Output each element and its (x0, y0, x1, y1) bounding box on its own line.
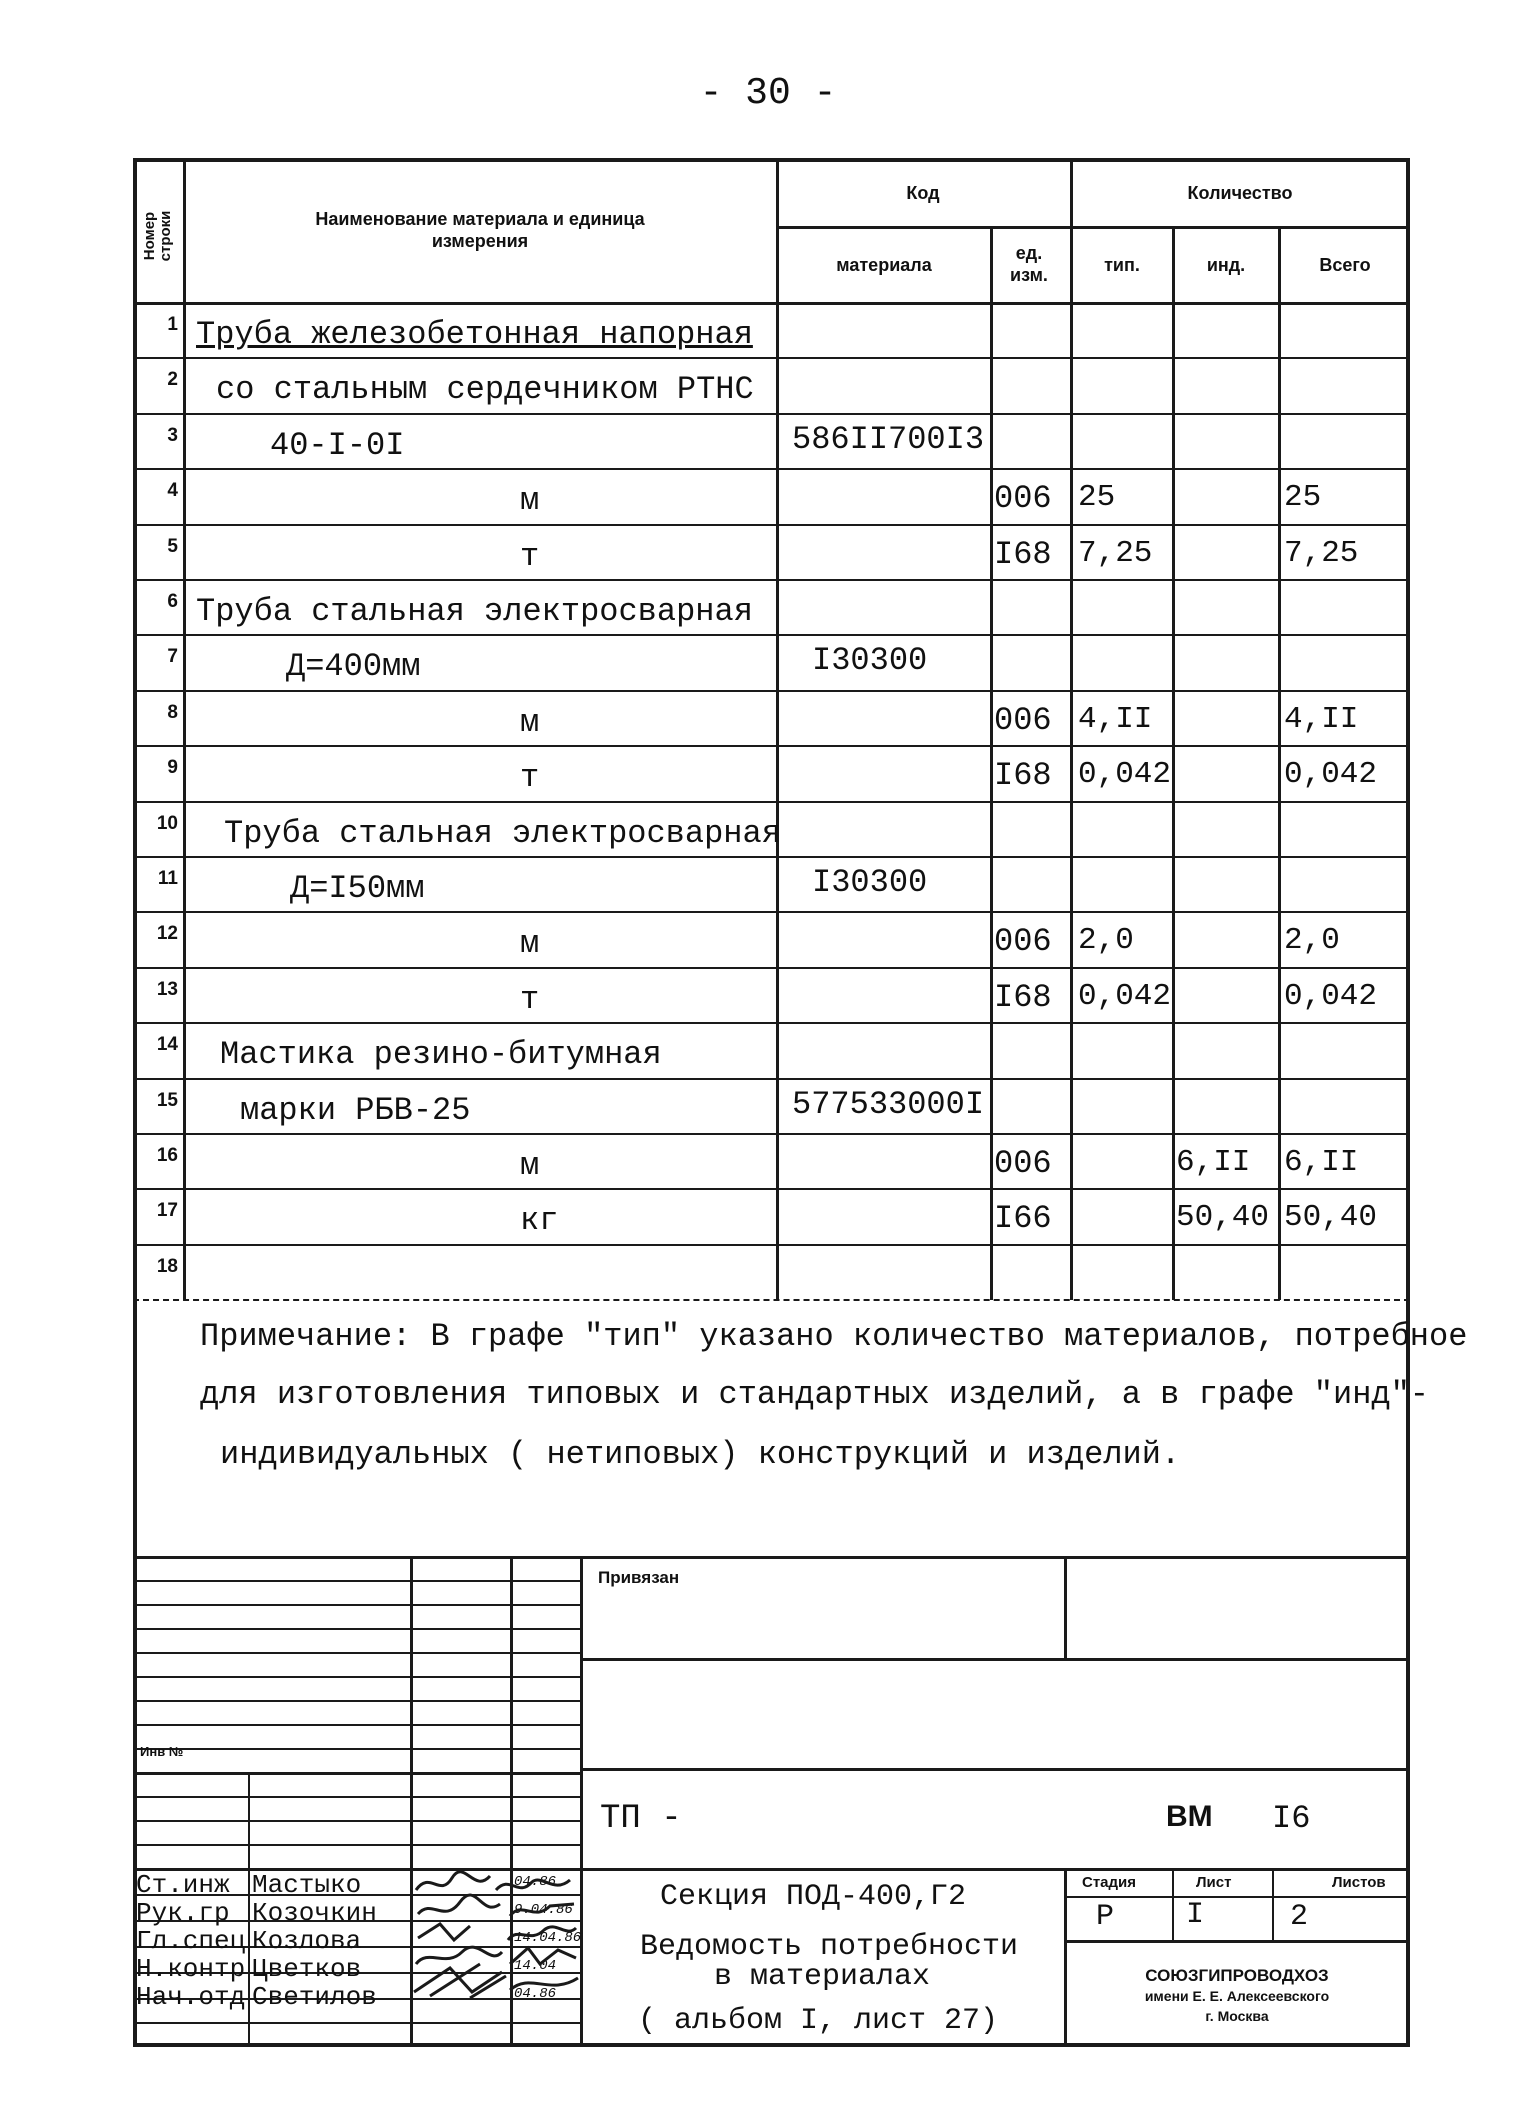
stage-value: Р (1096, 1900, 1115, 1934)
row-unit-code: 006 (994, 702, 1052, 739)
signer-role: Гл.спец (136, 1926, 246, 1956)
signer-date: 14.04 (514, 1958, 557, 1974)
handwritten-signatures (410, 1868, 584, 2048)
row-unit-code: 006 (994, 480, 1052, 517)
row-material-code: 577533000I (792, 1086, 985, 1123)
row-qty-total: 50,40 (1284, 1200, 1378, 1235)
row-unit-code: I68 (994, 979, 1052, 1016)
title-line-2: Ведомость потребности (640, 1930, 1019, 1964)
row-unit-code: I68 (994, 536, 1052, 573)
row-material-name: Труба стальная электросварная (196, 593, 753, 630)
row-number: 16 (156, 1145, 178, 1166)
row-number: 18 (156, 1256, 178, 1277)
row-material-name: Мастика резино-битумная (220, 1036, 662, 1073)
row-number: 12 (156, 923, 178, 944)
stage-label: Стадия (1082, 1874, 1137, 1891)
stamp-privyazan-label: Привязан (598, 1568, 680, 1587)
row-unit-code: I68 (994, 757, 1052, 794)
row-material-code: I30300 (812, 864, 928, 901)
signer-name: Мастыко (252, 1870, 362, 1900)
row-qty-ind: 6,II (1176, 1145, 1251, 1180)
row-qty-total: 4,II (1284, 702, 1359, 737)
stamp-inventory-label: Инв № (140, 1744, 184, 1759)
row-material-code: 586II700I3 (792, 421, 985, 458)
header-code-material: материала (836, 255, 932, 275)
header-quantity: Количество (1187, 183, 1293, 203)
row-qty-total: 2,0 (1284, 923, 1340, 958)
sheet-label: Лист (1196, 1874, 1232, 1891)
row-material-name: т (520, 538, 540, 575)
signer-role: Н.контр (136, 1954, 246, 1984)
sheets-value: 2 (1290, 1900, 1309, 1934)
row-material-name: 40-I-0I (270, 427, 405, 464)
header-code-unit: ед. изм. (1010, 243, 1048, 285)
header-row-number: Номер строки (141, 210, 174, 262)
title-line-4: ( альбом I, лист 27) (638, 2004, 999, 2038)
doc-code-mark: ВМ (1166, 1800, 1213, 1833)
row-qty-type: 2,0 (1078, 923, 1134, 958)
row-number: 14 (156, 1034, 178, 1055)
row-qty-type: 25 (1078, 480, 1116, 515)
signer-name: Светилов (252, 1982, 377, 2012)
row-material-name: кг (520, 1202, 559, 1239)
row-material-name: м (520, 704, 540, 741)
row-unit-code: 006 (994, 1145, 1052, 1182)
row-material-name: м (520, 925, 540, 962)
row-material-name: Д=400мм (286, 648, 421, 685)
org-city: г. Москва (1205, 2008, 1269, 2024)
row-material-name: Д=I50мм (290, 870, 425, 907)
row-qty-type: 4,II (1078, 702, 1153, 737)
row-number: 6 (167, 591, 178, 612)
row-number: 4 (167, 480, 178, 501)
row-material-name: т (520, 759, 540, 796)
row-material-name: м (520, 482, 540, 519)
note-line-1: Примечание: В графе "тип" указано количество материалов, потребное (200, 1318, 1468, 1355)
row-qty-ind: 50,40 (1176, 1200, 1270, 1235)
row-number: 7 (167, 646, 178, 667)
sheets-label: Листов (1332, 1874, 1386, 1891)
signer-role: Нач.отд (136, 1982, 246, 2012)
row-number: 10 (156, 813, 178, 834)
row-number: 5 (167, 536, 178, 557)
org-subtitle: имени Е. Е. Алексеевского (1144, 1988, 1330, 2004)
row-number: 8 (167, 702, 178, 723)
signer-name: Цветков (252, 1954, 362, 1984)
row-number: 9 (167, 757, 178, 778)
row-material-name: со стальным сердечником РТНС (216, 371, 754, 408)
row-material-name: Труба стальная электросварная (224, 815, 781, 852)
row-qty-total: 25 (1284, 480, 1322, 515)
org-name: СОЮЗГИПРОВОДХОЗ (1145, 1966, 1329, 1985)
note-line-3: индивидуальных ( нетиповых) конструкций и изделий. (220, 1436, 1181, 1473)
header-qty-total: Всего (1319, 255, 1371, 275)
header-qty-ind: инд. (1206, 255, 1246, 275)
row-qty-total: 7,25 (1284, 536, 1359, 571)
row-material-name: т (520, 981, 540, 1018)
row-unit-code: I66 (994, 1200, 1052, 1237)
header-qty-type: тип. (1104, 255, 1140, 275)
row-material-name: марки РБВ-25 (240, 1092, 471, 1129)
row-number: 1 (167, 314, 178, 335)
signer-name: Козлова (252, 1926, 362, 1956)
row-number: 17 (156, 1200, 178, 1221)
header-material-name: Наименование материала и единица измерения (315, 209, 645, 251)
row-qty-total: 6,II (1284, 1145, 1359, 1180)
row-qty-type: 0,042 (1078, 757, 1172, 792)
row-number: 11 (157, 868, 178, 889)
doc-code-prefix: ТП - (600, 1800, 682, 1838)
sheet-value: I (1186, 1898, 1205, 1932)
page-number: - 30 - (699, 72, 837, 115)
signer-role: Ст.инж (136, 1870, 230, 1900)
row-number: 13 (156, 979, 178, 1000)
row-number: 2 (167, 369, 178, 390)
row-qty-total: 0,042 (1284, 979, 1378, 1014)
signer-role: Рук.гр (136, 1898, 230, 1928)
row-number: 15 (156, 1090, 178, 1111)
signer-date: 04.86 (514, 1986, 557, 2002)
row-material-name: м (520, 1147, 540, 1184)
row-qty-total: 0,042 (1284, 757, 1378, 792)
signer-name: Козочкин (252, 1898, 377, 1928)
title-line-1: Секция ПОД-400,Г2 (660, 1880, 967, 1914)
signer-date: 14.04.86 (514, 1930, 582, 1946)
row-material-code: I30300 (812, 642, 928, 679)
row-qty-type: 7,25 (1078, 536, 1153, 571)
doc-code-number: I6 (1272, 1800, 1311, 1837)
row-qty-type: 0,042 (1078, 979, 1172, 1014)
header-code: Код (906, 183, 940, 203)
row-number: 3 (167, 425, 178, 446)
title-line-3: в материалах (714, 1960, 931, 1994)
row-unit-code: 006 (994, 923, 1052, 960)
signer-date: 9.04.86 (514, 1902, 573, 1918)
signer-date: 04.86 (514, 1874, 557, 1890)
note-line-2: для изготовления типовых и стандартных изделий, а в графе "инд"- (200, 1376, 1429, 1413)
row-material-name: Труба железобетонная напорная (196, 316, 753, 353)
